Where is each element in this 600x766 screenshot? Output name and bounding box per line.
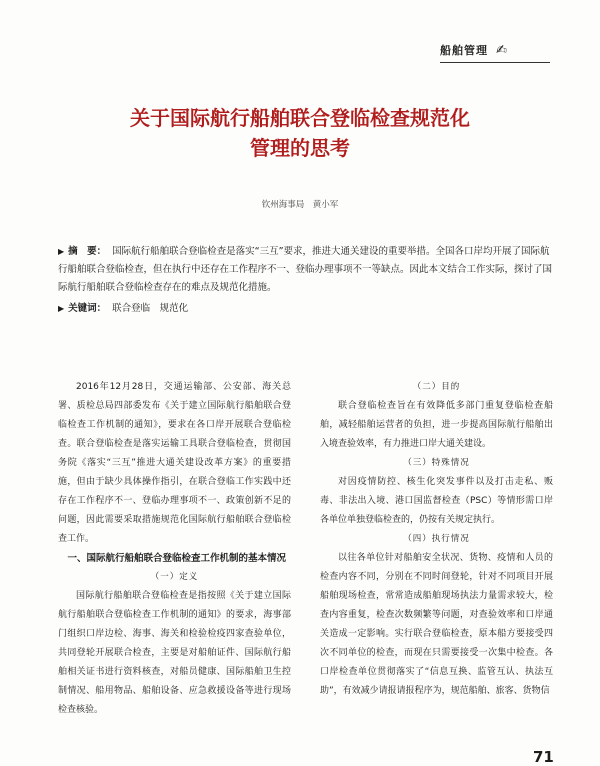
- triangle-bullet-icon: ▶: [58, 304, 65, 313]
- right-column: [320, 378, 553, 701]
- paragraph: 国际航行船舶联合登临检查是指按照《关于建立国际航行船舶联合登临检查工作机制的通知》的要求，海事部门组织口岸边检、海事、海关和检验检疫四家查验单位，共同登轮开展联合检查，主要是对船舶证件、国际航行船舶相关证书进行资料核查，对船员健康、国际船舶卫生控制情况、船用物品、船舶设备、应急救援设备等进行现场检查核验。: [58, 591, 291, 715]
- subsection-heading: （二）目的: [412, 382, 461, 392]
- subsection-heading: （一）定义: [150, 572, 199, 582]
- abstract-text: 国际航行船舶联合登临检查是落实“三互”要求，推进大通关建设的重要举措。全国各口岸均开展了国际航行船舶联合登临检查，但在执行中还存在工作程序不一、登临办理事项不一等缺点。因此本文结合工作实际，探讨了国际航行船舶联合登临检查存在的难点及规范化措施。: [58, 246, 553, 293]
- page-number: 71: [533, 748, 554, 766]
- subsection-heading: （三）特殊情况: [403, 458, 470, 468]
- section-heading: 一、国际航行船舶联合登临检查工作机制的基本情况: [67, 553, 287, 564]
- section-label: 船舶管理: [440, 44, 488, 57]
- abstract-label: 摘 要：: [68, 246, 107, 257]
- abstract: [58, 243, 556, 297]
- pen-check-icon: ✍: [496, 42, 507, 58]
- subsection-heading: （四）执行情况: [403, 534, 470, 544]
- author-line: 钦州海事局 黄小军: [261, 200, 339, 210]
- header-divider: [440, 62, 550, 63]
- paragraph: 联合登临检查旨在有效降低多部门重复登临检查船舶，减轻船舶运营者的负担，进一步提高国际航行船舶出入境查验效率，有力推进口岸大通关建设。: [320, 401, 553, 449]
- article-title: [40, 103, 560, 163]
- paragraph: 以往各单位针对船舶安全状况、货物、疫情和人员的检查内容不同，分别在不同时间登轮，针对不同项目开展船舶现场检查，常常造成船舶现场执法力量需求较大，检查内容重复，检查次数频繁等问题，对查验效率和口岸通关造成一定影响。实行联合登临检查，原本船方要接受四次不同单位的检查，而现在只需要接受一次集中检查。各口岸检查单位贯彻落实了“信息互换、监管互认、执法互助”，有效减少请报请报程序为，规范船舶、旅客、货物信: [320, 553, 553, 696]
- keywords-text: 联合登临 规范化: [112, 303, 189, 314]
- keywords-label: 关键词：: [68, 303, 107, 314]
- left-column: [58, 378, 291, 720]
- triangle-bullet-icon: ▶: [58, 247, 65, 256]
- paragraph: 对因疫情防控、核生化突发事件以及打击走私、贩毒、非法出入境、港口国监督检查（PSC）等情形需口岸各单位单独登临检查的，仍按有关规定执行。: [320, 477, 553, 525]
- title-line: 管理的思考: [250, 136, 350, 160]
- section-header: [440, 42, 507, 58]
- title-line: 关于国际航行船舶联合登临检查规范化: [130, 106, 470, 130]
- paragraph: 2016年12月28日，交通运输部、公安部、海关总署、质检总局四部委发布《关于建立国际航行船舶联合登临检查工作机制的通知》，要求在各口岸开展联合登临检查。联合登临检查是落实运输工具联合登临检查，贯彻国务院《落实“三互”推进大通关建设改革方案》的重要措施，但由于缺少具体操作指引，在联合登临工作实践中还存在工作程序不一、登临办理事项不一、政策创新不足的问题，因此需要采取措施规范化国际航行船舶联合登临检查工作。: [58, 382, 291, 544]
- keywords: [58, 300, 556, 318]
